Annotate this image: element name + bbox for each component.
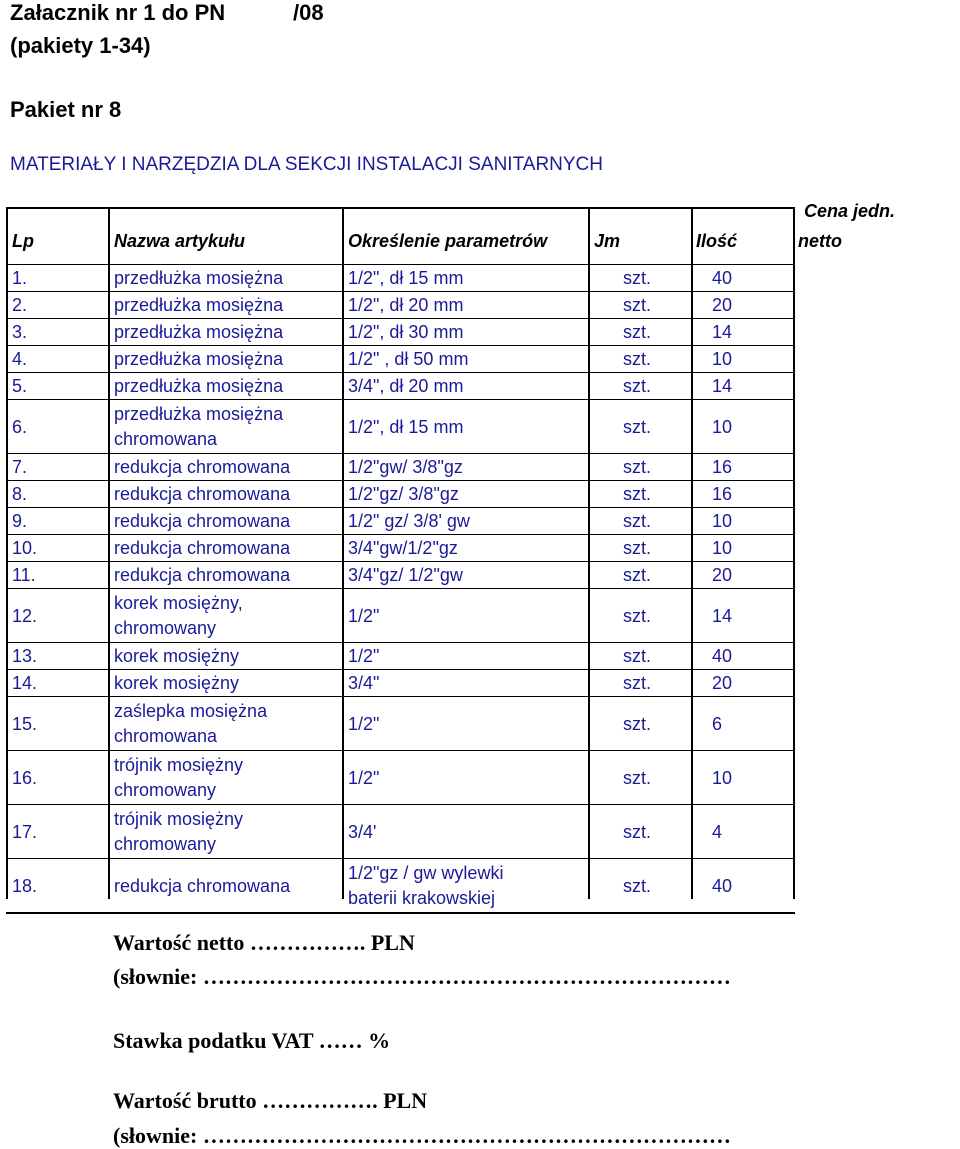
cell-qty: 40: [712, 875, 733, 896]
cell-name-line2: chromowany: [114, 780, 217, 800]
cell-spec: 1/2" gz/ 3/8' gw: [348, 511, 470, 531]
cell-name: przedłużka mosiężna: [114, 322, 284, 342]
cell-spec: 1/2": [348, 767, 380, 788]
cell-qty: 4: [712, 821, 723, 842]
cell-lp: 16.: [12, 767, 38, 788]
table-row: [6, 400, 795, 454]
col-header-jm: Jm: [594, 231, 621, 251]
cell-name-line2: chromowana: [114, 726, 218, 746]
table-row: [6, 265, 795, 292]
cell-spec-line2: baterii krakowskiej: [348, 888, 496, 908]
row-divider: [6, 345, 793, 346]
net-value-line: Wartość netto ……………. PLN: [113, 930, 415, 955]
cell-spec: 1/2": [348, 605, 380, 626]
cell-spec: 1/2", dł 30 mm: [348, 322, 464, 342]
cell-spec: 3/4", dł 20 mm: [348, 376, 464, 396]
cell-jm: szt.: [623, 511, 652, 531]
row-divider: [6, 804, 793, 805]
cell-name: redukcja chromowana: [114, 565, 291, 585]
cell-lp: 1.: [12, 268, 28, 288]
cell-qty: 40: [712, 646, 733, 666]
table-row: [6, 508, 795, 535]
row-divider: [6, 642, 793, 643]
cell-jm: szt.: [623, 565, 652, 585]
attachment-number: /08: [293, 0, 324, 25]
table-row: [6, 859, 795, 913]
table-top-border: [6, 207, 795, 209]
cell-lp: 12.: [12, 605, 38, 626]
cell-jm: szt.: [623, 605, 652, 626]
cell-lp: 11.: [12, 565, 36, 585]
cell-name-line1: korek mosiężny,: [114, 593, 243, 613]
cell-lp: 18.: [12, 875, 38, 896]
cell-lp: 8.: [12, 484, 28, 504]
cell-lp: 9.: [12, 511, 28, 531]
cell-lp: 15.: [12, 713, 38, 734]
cell-name: redukcja chromowana: [114, 511, 291, 531]
cell-jm: szt.: [623, 484, 652, 504]
cell-lp: 5.: [12, 376, 28, 396]
row-divider: [6, 507, 793, 508]
row-divider: [6, 750, 793, 751]
cell-jm: szt.: [623, 322, 652, 342]
table-row: [6, 805, 795, 859]
cell-qty: 10: [712, 349, 733, 369]
cell-spec: 1/2"gz/ 3/8"gz: [348, 484, 459, 504]
net-value-in-words: (słownie: ………………………………………………………………: [113, 964, 731, 989]
cell-spec: 1/2", dł 20 mm: [348, 295, 464, 315]
cell-lp: 14.: [12, 673, 38, 693]
cell-jm: szt.: [623, 268, 652, 288]
table-row: [6, 589, 795, 643]
cell-spec: 3/4"gw/1/2"gz: [348, 538, 458, 558]
cell-spec: 1/2": [348, 646, 380, 666]
packages-range: (pakiety 1-34): [10, 33, 151, 58]
cell-name: [114, 591, 243, 641]
cell-spec: [348, 861, 503, 911]
cell-name: [114, 699, 267, 749]
cell-qty: 10: [712, 416, 733, 437]
table-row: [6, 535, 795, 562]
cell-name: redukcja chromowana: [114, 484, 291, 504]
table-row: [6, 562, 795, 589]
package-title: Pakiet nr 8: [10, 97, 122, 122]
table-row: [6, 292, 795, 319]
cell-lp: 10.: [12, 538, 38, 558]
table-row: [6, 481, 795, 508]
cell-qty: 14: [712, 376, 733, 396]
table-row: [6, 670, 795, 697]
row-divider: [6, 588, 793, 589]
row-divider: [6, 669, 793, 670]
cell-lp: 7.: [12, 457, 28, 477]
col-header-qty: Ilość: [696, 231, 738, 251]
cell-jm: szt.: [623, 416, 652, 437]
cell-qty: 6: [712, 713, 723, 734]
cell-jm: szt.: [623, 875, 652, 896]
cell-jm: szt.: [623, 673, 652, 693]
cell-name: korek mosiężny: [114, 646, 240, 666]
cell-lp: 17.: [12, 821, 38, 842]
attachment-title: Załacznik nr 1 do PN: [10, 0, 226, 25]
cell-name: przedłużka mosiężna: [114, 376, 284, 396]
table-row: [6, 643, 795, 670]
col-header-name: Nazwa artykułu: [114, 231, 246, 251]
cell-jm: szt.: [623, 295, 652, 315]
cell-lp: 2.: [12, 295, 28, 315]
col-header-price-line2: netto: [798, 231, 842, 251]
table-row: [6, 346, 795, 373]
cell-lp: 6.: [12, 416, 28, 437]
cell-spec: 3/4': [348, 821, 377, 842]
table-row: [6, 373, 795, 400]
row-divider: [6, 561, 793, 562]
items-table: [6, 201, 896, 908]
cell-name: przedłużka mosiężna: [114, 295, 284, 315]
cell-spec: 1/2", dł 15 mm: [348, 268, 464, 288]
row-divider: [6, 696, 793, 697]
cell-qty: 10: [712, 511, 733, 531]
cell-name: przedłużka mosiężna: [114, 268, 284, 288]
cell-jm: szt.: [623, 767, 652, 788]
cell-jm: szt.: [623, 821, 652, 842]
cell-qty: 10: [712, 538, 733, 558]
cell-jm: szt.: [623, 376, 652, 396]
row-divider: [6, 858, 793, 859]
row-divider: [6, 372, 793, 373]
table-row: [6, 697, 795, 751]
cell-lp: 13.: [12, 646, 38, 666]
cell-spec: 1/2": [348, 713, 380, 734]
cell-jm: szt.: [623, 457, 652, 477]
table-row: [6, 751, 795, 805]
row-divider: [6, 912, 795, 914]
cell-spec: 3/4": [348, 673, 380, 693]
cell-name-line1: zaślepka mosiężna: [114, 701, 268, 721]
gross-value-in-words: (słownie: ………………………………………………………………: [113, 1123, 731, 1148]
cell-qty: 14: [712, 322, 733, 342]
row-divider: [6, 453, 793, 454]
cell-qty: 10: [712, 767, 733, 788]
cell-name: redukcja chromowana: [114, 457, 291, 477]
cell-name-line1: przedłużka mosiężna: [114, 404, 284, 424]
cell-name: korek mosiężny: [114, 673, 240, 693]
cell-spec: 1/2" , dł 50 mm: [348, 349, 469, 369]
cell-name: [114, 753, 243, 803]
cell-lp: 3.: [12, 322, 28, 342]
cell-lp: 4.: [12, 349, 28, 369]
cell-qty: 16: [712, 484, 733, 504]
cell-name-line2: chromowana: [114, 429, 218, 449]
header-bottom-border: [6, 264, 795, 265]
cell-qty: 16: [712, 457, 733, 477]
cell-qty: 40: [712, 268, 733, 288]
cell-name-line1: trójnik mosiężny: [114, 809, 244, 829]
col-header-price-line1: Cena jedn.: [804, 201, 896, 221]
col-header-spec: Określenie parametrów: [348, 231, 548, 251]
cell-spec-line1: 1/2"gz / gw wylewki: [348, 863, 504, 883]
cell-qty: 20: [712, 565, 733, 585]
cell-jm: szt.: [623, 349, 652, 369]
cell-spec: 3/4"gz/ 1/2"gw: [348, 565, 463, 585]
cell-name-line2: chromowany: [114, 618, 217, 638]
cell-name: [114, 402, 283, 452]
cell-spec: 1/2"gw/ 3/8"gz: [348, 457, 463, 477]
col-header-lp: Lp: [12, 231, 34, 251]
cell-qty: 14: [712, 605, 733, 626]
row-divider: [6, 399, 793, 400]
section-title: MATERIAŁY I NARZĘDZIA DLA SEKCJI INSTALACJI SANITARNYCH: [10, 154, 603, 175]
cell-jm: szt.: [623, 713, 652, 734]
cell-name: redukcja chromowana: [114, 875, 291, 896]
table-row: [6, 454, 795, 481]
table-row: [6, 319, 795, 346]
vat-rate-line: Stawka podatku VAT …… %: [113, 1028, 391, 1053]
cell-name-line2: chromowany: [114, 834, 217, 854]
cell-name-line1: trójnik mosiężny: [114, 755, 244, 775]
row-divider: [6, 534, 793, 535]
cell-qty: 20: [712, 295, 733, 315]
cell-name: redukcja chromowana: [114, 538, 291, 558]
gross-value-line: Wartość brutto ……………. PLN: [113, 1088, 428, 1113]
row-divider: [6, 480, 793, 481]
cell-name: przedłużka mosiężna: [114, 349, 284, 369]
row-divider: [6, 318, 793, 319]
cell-qty: 20: [712, 673, 733, 693]
cell-spec: 1/2", dł 15 mm: [348, 416, 464, 437]
cell-jm: szt.: [623, 538, 652, 558]
cell-name: [114, 807, 243, 857]
cell-jm: szt.: [623, 646, 652, 666]
row-divider: [6, 291, 793, 292]
